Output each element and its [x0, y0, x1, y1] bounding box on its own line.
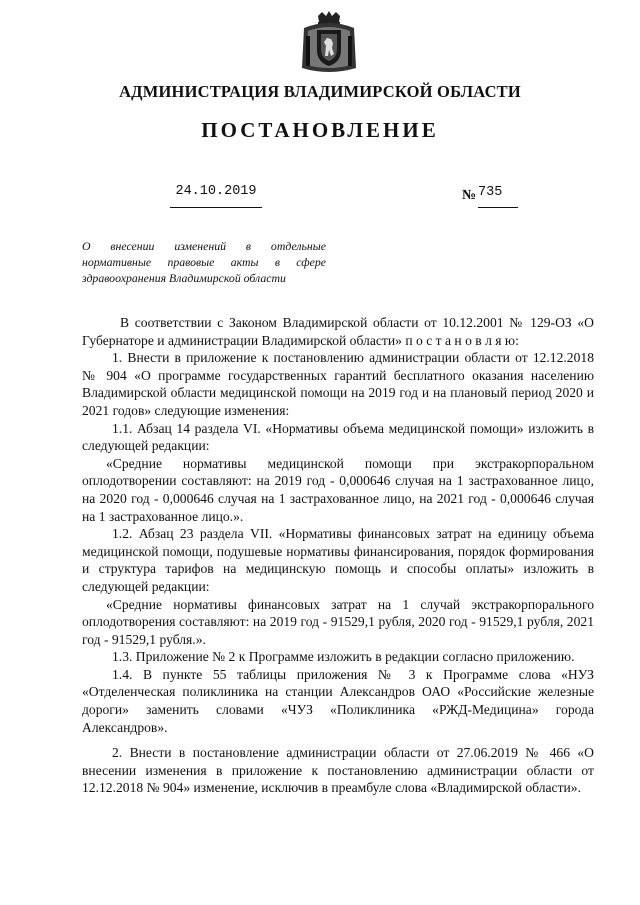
document-subject: О внесении изменений в отдельные нормативные правовые акты в сфере здравоохранения Владимирской области: [82, 239, 326, 285]
resolve-word: п о с т а н о в л я ю:: [405, 332, 519, 348]
paragraph-1: 1. Внести в приложение к постановлению администрации области от 12.12.2018 № 904 «О программе государственных гарантий бесплатного оказания населению Владимирской области медицинской помощи на 2019 год и на плановый период 2020 и 2021 годов» следующие изменения:: [82, 350, 594, 418]
organization-name: АДМИНИСТРАЦИЯ ВЛАДИМИРСКОЙ ОБЛАСТИ: [119, 82, 521, 101]
document-number: 735: [478, 185, 518, 208]
paragraph-1-3: 1.3. Приложение № 2 к Программе изложить в редакции согласно приложению.: [112, 649, 575, 665]
preamble-paragraph: [82, 314, 594, 349]
paragraph-1-2-quote: «Средние нормативы финансовых затрат на 1 случай экстракорпорального оплодотворения составляют: на 2019 год - 91529,1 рубля, 2020 год - 91529,1 рубля, 2021 год - 91529,1 рубля.».: [82, 596, 594, 647]
document-type-title: ПОСТАНОВЛЕНИЕ: [201, 118, 439, 142]
document-date: 24.10.2019: [170, 184, 262, 208]
coat-of-arms-emblem: [298, 10, 360, 76]
paragraph-1-1-quote: «Средние нормативы медицинской помощи при экстракорпоральном оплодотворении составляют: на 2019 год - 0,000646 случая на 1 застрахованное лицо, на 2020 год - 0,000646 случая на 1 застрахованное лицо, на 2021 год - 0,000646 случая на 1 застрахованное лицо.».: [82, 455, 594, 524]
preamble-text: В соответствии с Законом Владимирской области от 10.12.2001 № 129-ОЗ «О Губернаторе и администрации Владимирской области»: [82, 315, 594, 348]
paragraph-2: 2. Внести в постановление администрации области от 27.06.2019 № 466 «О внесении изменения в приложение к постановлению администрации области от 12.12.2018 № 904» изменение, исключив в преамбуле слова «Владимирской области».: [82, 745, 594, 796]
number-sign: №: [462, 188, 477, 203]
paragraph-1-4: 1.4. В пункте 55 таблицы приложения № 3 к Программе слова «НУЗ «Отделенческая поликлиника на станции Александров ОАО «Российские железные дороги» заменить словами «ЧУЗ «Поликлиника «РЖД-Медицина» города Александров».: [82, 666, 594, 735]
document-body: [82, 314, 594, 797]
paragraph-1-2: 1.2. Абзац 23 раздела VII. «Нормативы финансовых затрат на единицу объема медицинской помощи, подушевые нормативы финансирования, порядок формирования и структура тарифов на медицинскую помощь и способы оплаты» изложить в следующей редакции:: [82, 526, 594, 594]
paragraph-1-1: 1.1. Абзац 14 раздела VI. «Нормативы объема медицинской помощи» изложить в следующей редакции:: [82, 420, 594, 454]
